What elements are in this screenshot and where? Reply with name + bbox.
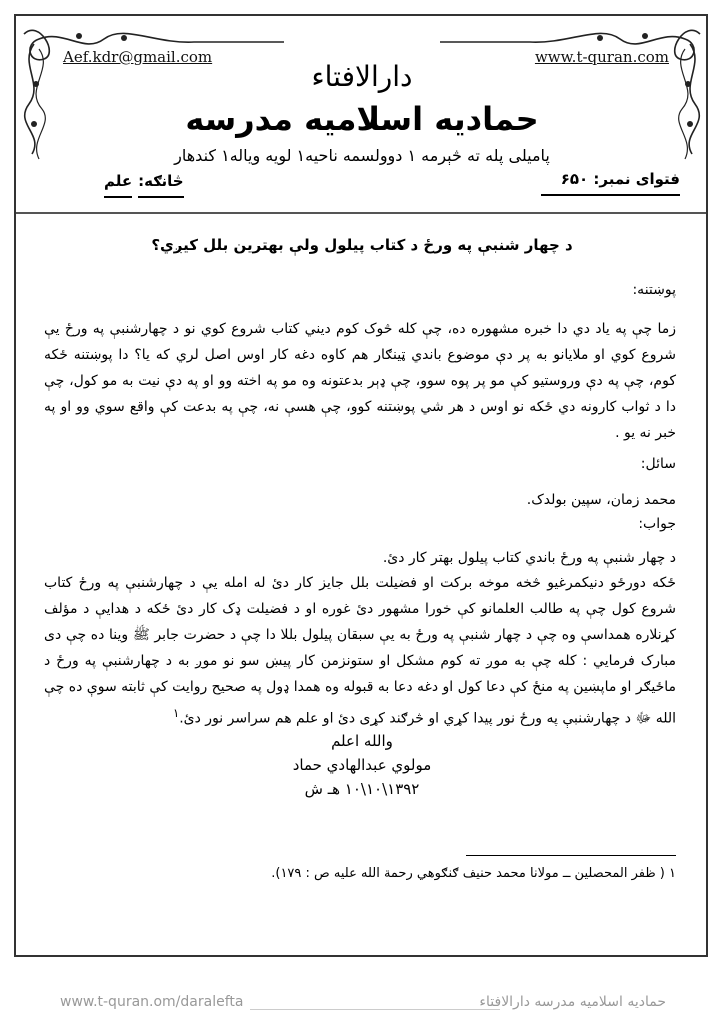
answer-text <box>44 570 676 732</box>
signatory: مولوي عبدالهادي حماد <box>292 756 432 774</box>
answer-body: ځکه دورځو دنیکمرغیو څخه موخه برکت او فضیلت بلل جایز کار دئ له امله یې د چهارشنبې په ورځ کتاب شروع کول چې په طالب العلمانو کې خورا مشهور دئ غوره او د فضیلت ډک کار دئ ځکه د هدایې د مؤلف کړنلاره همداسې وه چې د چهار شنبې په ورځ به یې سبقان پیلول بللا دا چې د حضرت جابر ﷺ وینا ده چې دی مبارک فرمایي : کله چې به موږ ته کوم مشکل او ستونزمن کار پیښ سو نو موږ به د چهارشنبې په ورځ د ماځیګر او ماپښین په منځ کې دعا کول او دغه دعا به قبوله وه همدا ډول په صحیح روایت کې ثابته سوې ده چې الله ﷻ د چهارشنبې په ورځ نور پیدا کړي او څرګند کړی دئ او علم هم سراسر نور دئ. <box>43 575 676 727</box>
section-value: علم <box>104 172 132 198</box>
question-text: زما چې په یاد دي دا خبره مشهوره ده، چې کله څوک کوم دیني کتاب شروع کوي نو د چهارشنبې په ورځ یې شروع کوي او ملایانو به پر دې موضوع باندي ټینګار هم کاوه دغه کار اوس اصل لري که یا؟ دا پوښتنه ځکه کوم، چې په دې وروستیو کې مو پر پوه سوو، چې ډېر بدعتونه وه مو په اخته وو او په دې نیت به مو کول، چې دا د ثواب کارونه دي ځکه نو اوس د هر شي پوښتنه کوو، چې هسې نه، چې په بدعت کې واقع سوي وو او په خبر نه یو . <box>44 321 676 441</box>
page-title: دارالافتاء <box>311 60 413 93</box>
email-link[interactable]: Aef.kdr@gmail.com <box>63 48 213 66</box>
footer-url[interactable]: www.t-quran.om/daralefta <box>60 994 244 1010</box>
question-label: پوښتنه: <box>632 282 676 298</box>
question-title: د چهار شنبې په ورځ د کتاب پیلول ولې بهترین بلل کیږي؟ <box>151 236 573 254</box>
section-label: څانګه: <box>138 172 183 198</box>
answer-label: جواب: <box>638 516 676 532</box>
closing: والله اعلم <box>331 732 393 750</box>
footer-divider <box>250 1009 500 1010</box>
footnote: ۱ ( ظفر المحصلین ــ مولانا محمد حنیف ګنګوهي رحمة الله علیه ص : ۱۷۹). <box>271 866 676 881</box>
date: ۱۳۹۲\۱۰\۱۰ هـ ش <box>304 780 420 798</box>
website-link[interactable]: www.t-quran.com <box>534 48 669 66</box>
header-divider <box>16 212 706 214</box>
section-field <box>104 172 184 198</box>
footnote-marker: ۱ <box>172 706 180 720</box>
fatwa-number: فتوای نمبر: ۶۵۰ <box>541 170 680 196</box>
asker-name: محمد زمان، سپین بولدک. <box>526 492 676 508</box>
footer-name: حمادیه اسلامیه مدرسه دارالافتاء <box>479 994 666 1010</box>
address: پامیلی پله ته څېرمه ۱ دوولسمه ناحیه۱ لویه ویاله۱ کندهار <box>174 146 550 165</box>
asker-label: سائل: <box>640 456 676 472</box>
institution-name: حمادیه اسلامیه مدرسه <box>185 100 539 138</box>
footnote-divider <box>466 855 676 856</box>
answer-intro: د چهار شنبې په ورځ باندي کتاب پیلول بهتر کار دئ. <box>382 550 676 566</box>
